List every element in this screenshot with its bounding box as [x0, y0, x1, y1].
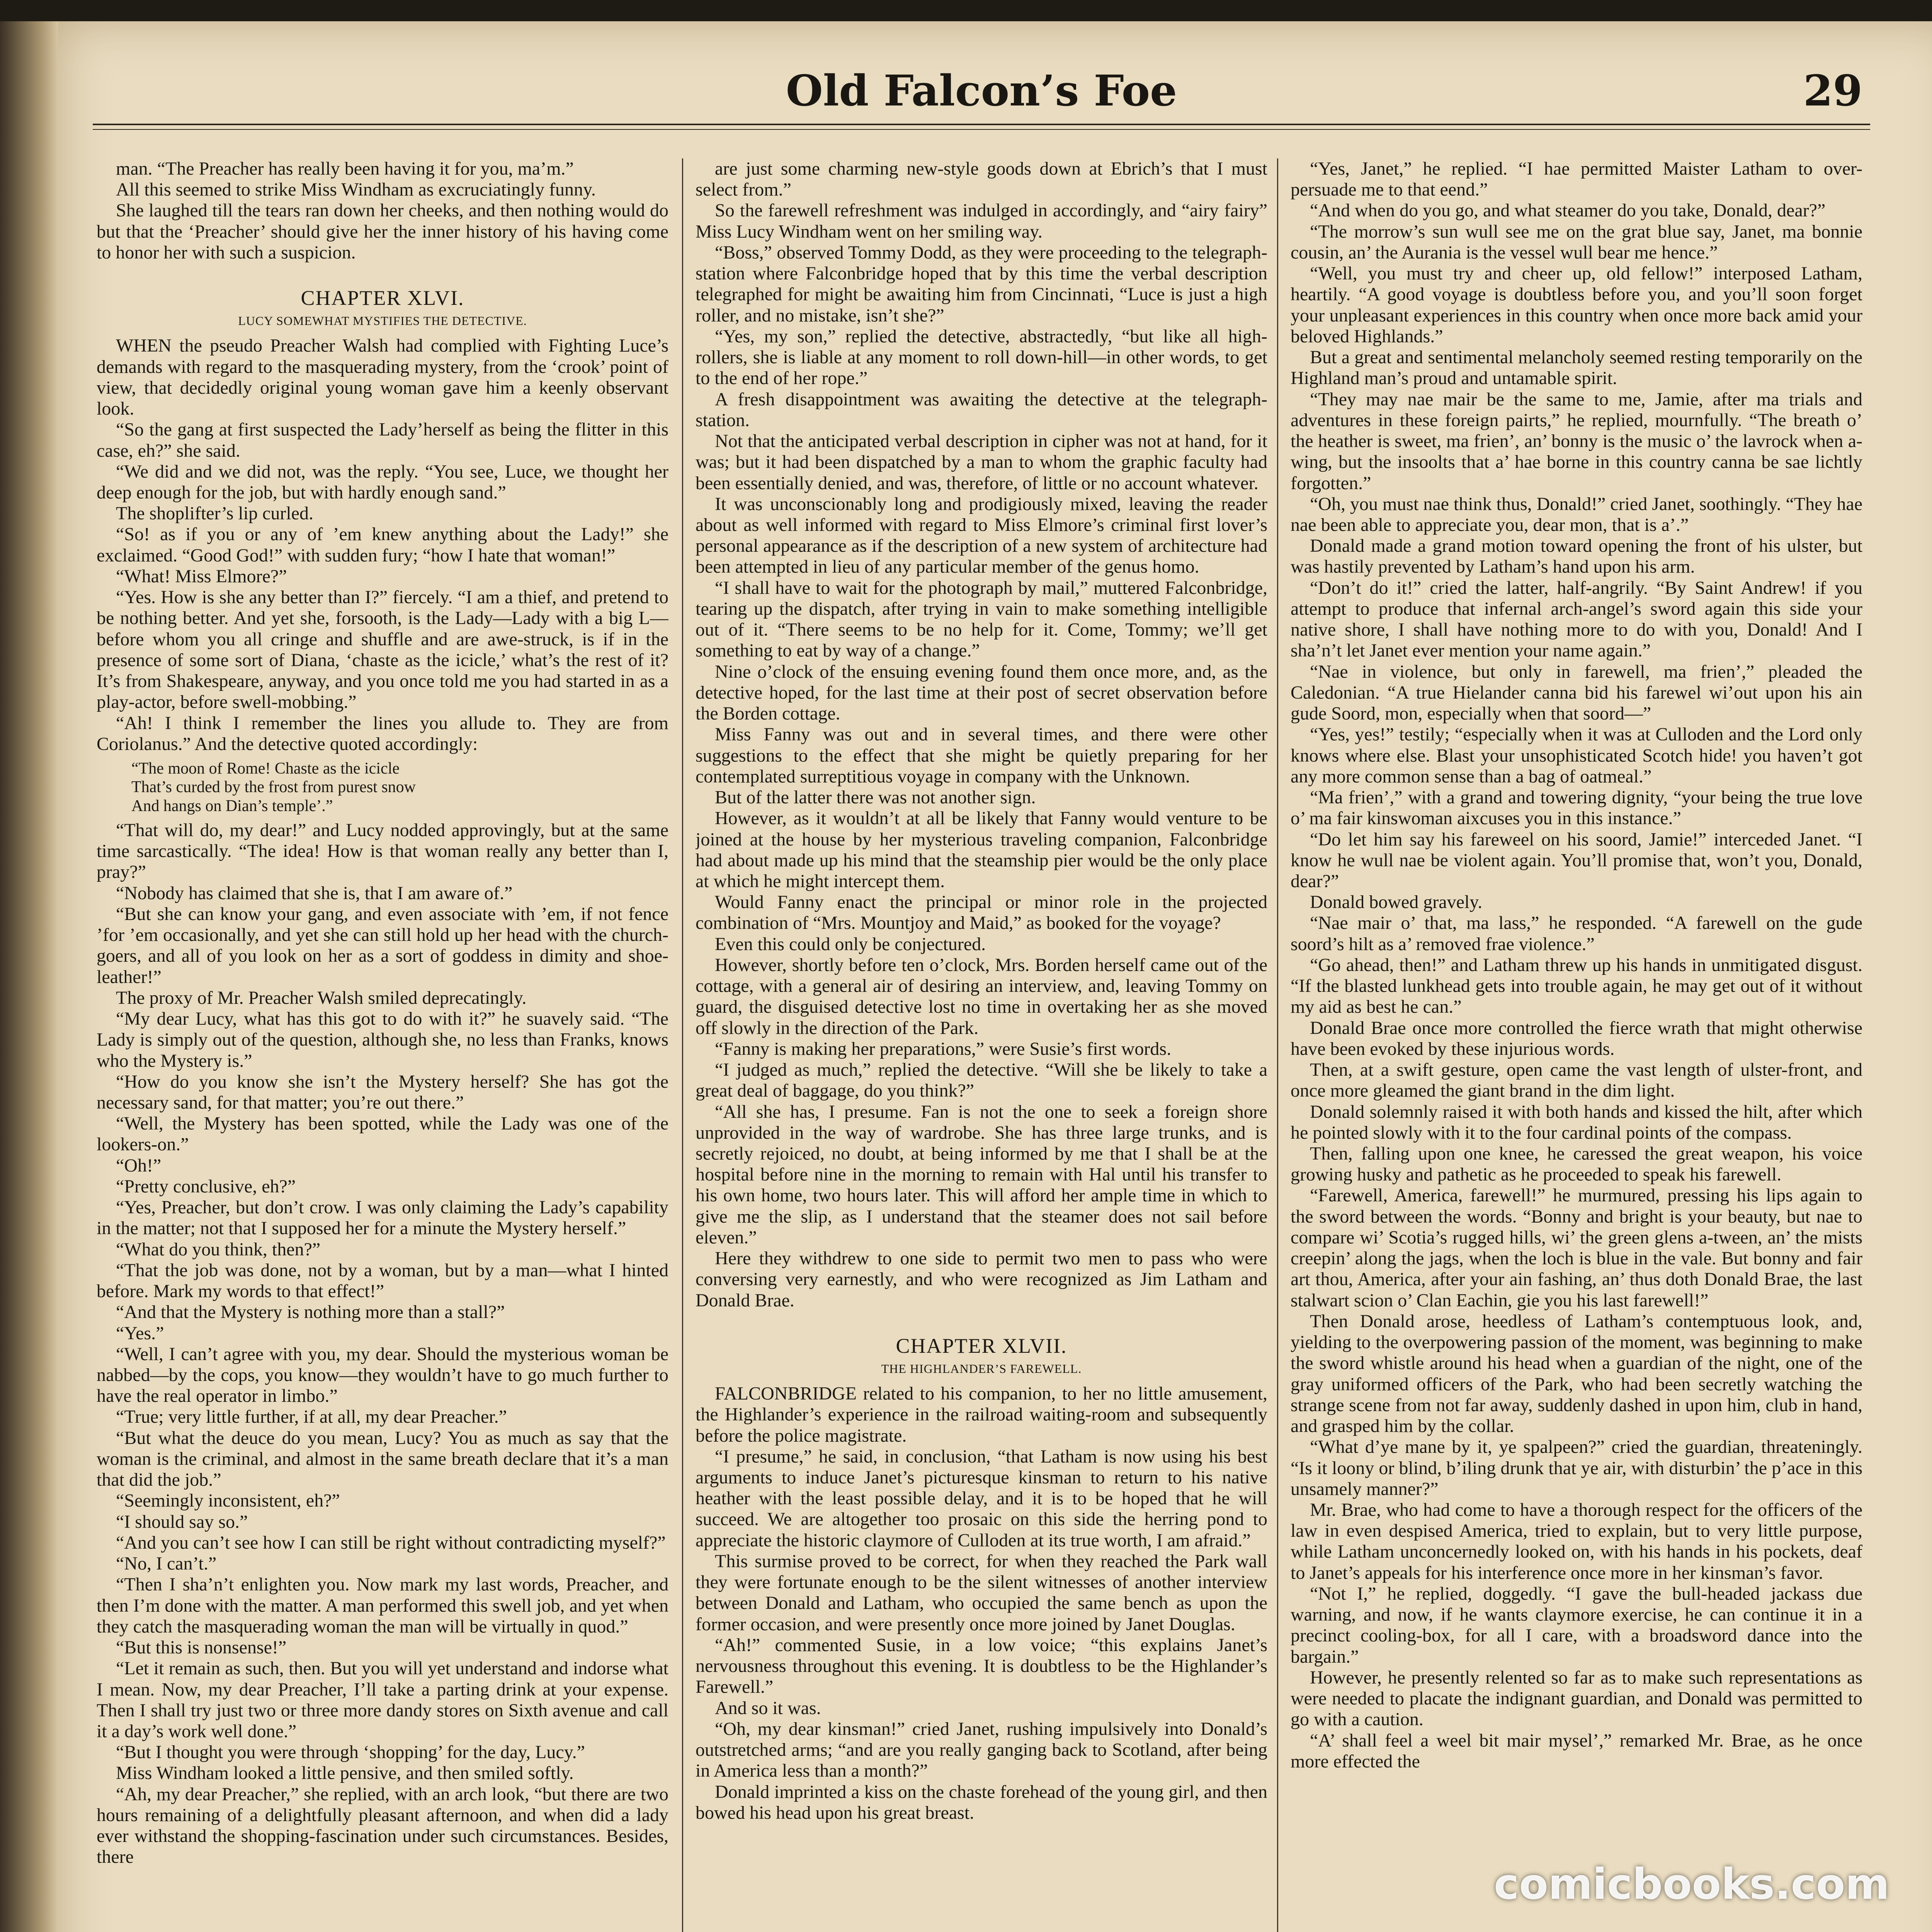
paragraph: “Go ahead, then!” and Latham threw up his hands in unmitigated disgust. “If the blasted lunkhead gets into trouble again, he may get out of it without my aid as best he can.” [1291, 954, 1862, 1017]
paragraph: “Nobody has claimed that she is, that I am aware of.” [116, 883, 513, 903]
paragraph: Nine o’clock of the ensuing evening found them once more, and, as the detective hoped, for the last time at their post of secret observation before the Borden cottage. [696, 661, 1267, 724]
paragraph: Mr. Brae, who had come to have a thorough respect for the officers of the law in even despised America, tried to explain, but to very little purpose, while Latham unconcernedly looked on, with his hands in his pockets, deaf to Janet’s appeals for his interference once more in her kinsman’s favor. [1291, 1500, 1862, 1583]
paragraph: “Then I sha’n’t enlighten you. Now mark my last words, Preacher, and then I’m done with the matter. A man performed this swell job, and yet when they catch the masquerading woman the man will be virtually in quod.” [97, 1574, 668, 1637]
text-column-2 [696, 158, 1267, 1932]
paragraph: “Do let him say his fareweel on his soord, Jamie!” interceded Janet. “I know he wull nae be violent again. You’ll promise that, won’t you, Donald, dear?” [1291, 829, 1862, 891]
paragraph: Donald imprinted a kiss on the chaste forehead of the young girl, and then bowed his head upon his great breast. [696, 1781, 1267, 1823]
paragraph: “A’ shall feel a weel bit mair mysel’,” remarked Mr. Brae, as he once more effected the [1291, 1730, 1862, 1772]
verse-line: “The moon of Rome! Chaste as the icicle [131, 760, 400, 778]
chapter-subtitle: LUCY SOMEWHAT MYSTIFIES THE DETECTIVE. [238, 314, 527, 328]
paragraph: “Yes.” [116, 1323, 164, 1344]
chapter-title: CHAPTER XLVII. [896, 1334, 1067, 1357]
running-title: Old Falcon’s Foe [786, 66, 1177, 116]
paragraph: Then, falling upon one knee, he caressed the great weapon, his voice growing husky and pathetic as he proceeded to speak his farewell. [1291, 1143, 1862, 1185]
paragraph: “That will do, my dear!” and Lucy nodded approvingly, but at the same time sarcastically. “The idea! How is that woman really any better than I, pray?” [97, 820, 668, 883]
paragraph: The proxy of Mr. Preacher Walsh smiled deprecatingly. [116, 987, 527, 1008]
paragraph: This surmise proved to be correct, for when they reached the Park wall they were fortunate enough to be the silent witnesses of another interview between Donald and Latham, who occupied the same bench as upon the former occasion, and were presently once more joined by Janet Douglas. [696, 1551, 1267, 1634]
paragraph: “But she can know your gang, and even associate with ’em, if not fence ’for ’em occasionally, and yet she can still hold up her head with the church-goers, and all of you look on her as a sort of goddess in dimity and shoe-leather!” [97, 903, 668, 987]
paragraph: “Oh, you must nae think thus, Donald!” cried Janet, soothingly. “They hae nae been able to appreciate you, dear mon, that is a’.” [1291, 493, 1862, 535]
paragraph: “What! Miss Elmore?” [116, 566, 287, 587]
page-header [93, 58, 1870, 135]
paragraph: “Boss,” observed Tommy Dodd, as they were proceeding to the telegraph-station where Falconbridge hoped that by this time the verbal description telegraphed for might be awaiting him from Cincinnati, “Luce is just a high roller, and no mistake, isn’t she?” [696, 242, 1267, 326]
paragraph: Here they withdrew to one side to permit two men to pass who were conversing very earnestly, and who were recognized as Jim Latham and Donald Brae. [696, 1248, 1267, 1311]
paragraph: “Nae mair o’ that, ma lass,” he responded. “A farewell on the gude soord’s hilt as a’ removed frae violence.” [1291, 913, 1862, 954]
paragraph: “Well, you must try and cheer up, old fellow!” interposed Latham, heartily. “A good voyage is doubtless before you, and you’ll soon forget your unpleasant experiences in this country when once more back amid your beloved Highlands.” [1291, 263, 1862, 347]
paragraph: Not that the anticipated verbal description in cipher was not at hand, for it was; but it had been dispatched by a man to whom the graphic faculty had been essentially denied, and was, therefore, of little or no account whatever. [696, 431, 1267, 493]
paragraph: “Seemingly inconsistent, eh?” [116, 1490, 340, 1511]
paragraph: It was unconscionably long and prodigiously mixed, leaving the reader about as well informed with regard to Miss Elmore’s criminal first lover’s personal appearance as if the description of a new system of architecture had been attempted in lieu of any particular member of the genus homo. [696, 493, 1267, 577]
header-rule [93, 124, 1870, 130]
paragraph: “We did and we did not, was the reply. “You see, Luce, we thought her deep enough for the job, but with hardly enough sand.” [97, 461, 668, 503]
paragraph: “I judged as much,” replied the detective. “Will she be likely to take a great deal of baggage, do you think?” [696, 1060, 1267, 1101]
paragraph: “True; very little further, if at all, my dear Preacher.” [116, 1406, 507, 1427]
paragraph: Miss Windham looked a little pensive, and then smiled softly. [116, 1763, 574, 1784]
paragraph: “Oh, my dear kinsman!” cried Janet, rushing impulsively into Donald’s outstretched arms; “and are you really ganging back to Scotland, after being in America less than a month?” [696, 1718, 1267, 1781]
paragraph: “No, I can’t.” [116, 1553, 217, 1574]
paragraph: However, shortly before ten o’clock, Mrs. Borden herself came out of the cottage, with a general air of desiring an interview, and, leaving Tommy on guard, the disguised detective lost no time in overtaking her as she moved off slowly in the direction of the Park. [696, 954, 1267, 1038]
column-rule [682, 158, 683, 1932]
paragraph: “Ah! I think I remember the lines you allude to. They are from Coriolanus.” And the detective quoted accordingly: [97, 713, 668, 754]
paragraph: Then, at a swift gesture, open came the vast length of ulster-front, and once more gleamed the giant brand in the dim light. [1291, 1060, 1862, 1101]
paragraph: “And when do you go, and what steamer do you take, Donald, dear?” [1310, 200, 1826, 221]
verse-quote [131, 759, 668, 815]
paragraph: A fresh disappointment was awaiting the detective at the telegraph-station. [696, 389, 1267, 430]
paragraph: Even this could only be conjectured. [715, 934, 986, 954]
paragraph: However, he presently relented so far as to make such representations as were needed to placate the indignant guardian, and Donald was permitted to go with a caution. [1291, 1667, 1862, 1730]
paragraph: “What do you think, then?” [116, 1239, 321, 1260]
paragraph: So the farewell refreshment was indulged in accordingly, and “airy fairy” Miss Lucy Windham went on her smiling way. [696, 200, 1267, 242]
paragraph: “Don’t do it!” cried the latter, half-angrily. “By Saint Andrew! if you attempt to produce that infernal arch-angel’s sword again this side your native shore, I shall have nothing more to do with you, Donald! And I sha’n’t let Janet ever mention your name again.” [1291, 577, 1862, 661]
paragraph: “Ma frien’,” with a grand and towering dignity, “your being the true love o’ ma fair kinswoman aixcuses you in this instance.” [1291, 787, 1862, 829]
paragraph: Miss Fanny was out and in several times, and there were other suggestions to the effect that she might be quietly preparing for her contemplated surreptitious voyage in company with the Unknown. [696, 724, 1267, 787]
text-column-1 [97, 158, 668, 1932]
paragraph: man. “The Preacher has really been having it for you, ma’m.” [116, 158, 574, 179]
paragraph: She laughed till the tears ran down her cheeks, and then nothing would do but that the ‘Preacher’ should give her the inner history of his having come to honor her with such a suspicion. [97, 200, 668, 263]
paragraph: FALCONBRIDGE related to his companion, to her no little amusement, the Highlander’s experience in the railroad waiting-room and subsequently before the police magistrate. [696, 1383, 1267, 1446]
paragraph: Then Donald arose, heedless of Latham’s contemptuous look, and, yielding to the overpowering passion of the moment, was beginning to make the sword whistle around his head when a guardian of the night, one of the gray uniformed officers of the Park, who had been secretly watching the strange scene from not far away, suddenly dashed in upon him, club in hand, and grasped him by the collar. [1291, 1311, 1862, 1437]
paragraph: “The morrow’s sun wull see me on the grat blue say, Janet, ma bonnie cousin, an’ the Aurania is the vessel wull bear me hence.” [1291, 221, 1862, 263]
paragraph: “Yes, yes!” testily; “especially when it was at Culloden and the Lord only knows where else. Blast your unsophisticated Scotch hide! you haven’t got any more common sense than a bag of oatmeal.” [1291, 724, 1862, 787]
paragraph: “Let it remain as such, then. But you will yet understand and indorse what I mean. Now, my dear Preacher, I’ll take a parting drink at your expense. Then I shall try just two or three more dandy stores on Sixth avenue and call it a day’s work well done.” [97, 1658, 668, 1742]
paragraph: are just some charming new-style goods down at Ebrich’s that I must select from.” [696, 158, 1267, 200]
paragraph: “Yes, Janet,” he replied. “I hae permitted Maister Latham to over-persuade me to that eend.” [1291, 158, 1862, 200]
paragraph: “What d’ye mane by it, ye spalpeen?” cried the guardian, threateningly. “Is it loony or blind, b’iling drunk that ye air, with disturbin’ the p’ace in this unsamely manner?” [1291, 1437, 1862, 1499]
paragraph: “Not I,” he replied, doggedly. “I gave the bull-headed jackass due warning, and now, if he wants claymore exercise, he can continue it in a precinct cooling-box, for all I care, with a broadsword dance into the bargain.” [1291, 1583, 1862, 1667]
paragraph: “All she has, I presume. Fan is not the one to seek a foreign shore unprovided in the way of wardrobe. She has three large trunks, and is secretly rejoiced, no doubt, at being informed by me that I shall be at the hospital before nine in the morning to remain with Hal until his transfer to his own home, two hours later. This will afford her ample time in which to give me the slip, as I understand that the steamer does not sail before eleven.” [696, 1101, 1267, 1248]
paragraph: Would Fanny enact the principal or minor role in the projected combination of “Mrs. Mountjoy and Maid,” as booked for the voyage? [696, 892, 1267, 934]
paragraph: “I should say so.” [116, 1511, 248, 1532]
paragraph: “That the job was done, not by a woman, but by a man—what I hinted before. Mark my words to that effect!” [97, 1260, 668, 1302]
paragraph: “My dear Lucy, what has this got to do with it?” he suavely said. “The Lady is simply out of the question, although she, no less than Franks, knows who the Mystery is.” [97, 1009, 668, 1071]
text-column-3 [1291, 158, 1862, 1932]
paragraph: Donald made a grand motion toward opening the front of his ulster, but was hastily prevented by Latham’s hand upon his arm. [1291, 536, 1862, 577]
paragraph: “So the gang at first suspected the Lady’herself as being the flitter in this case, eh?” she said. [97, 419, 668, 461]
paragraph: “How do you know she isn’t the Mystery herself? She has got the necessary sand, for that matter; you’re out there.” [97, 1071, 668, 1113]
paragraph: “I presume,” he said, in conclusion, “that Latham is now using his best arguments to induce Janet’s picturesque kinsman to return to his native heather with the least possible delay, and it is to be hoped that he will succeed. We are altogether too prosaic on this side the herring pond to appreciate the historic claymore of Culloden at its true worth, I am afraid.” [696, 1446, 1267, 1551]
chapter-title: CHAPTER XLVI. [301, 286, 464, 310]
paragraph: All this seemed to strike Miss Windham as excruciatingly funny. [116, 179, 596, 200]
paragraph: But of the latter there was not another sign. [715, 787, 1036, 808]
paragraph: “Well, the Mystery has been spotted, while the Lady was one of the lookers-on.” [97, 1113, 668, 1155]
watermark: comicbooks.com [1494, 1859, 1889, 1909]
paragraph: “Ah, my dear Preacher,” she replied, with an arch look, “but there are two hours remaining of a delightfully pleasant afternoon, and when did a lady ever withstand the shopping-fascination under such circumstances. Besides, there [97, 1784, 668, 1867]
page-spine [0, 21, 58, 1932]
column-rule [1277, 158, 1278, 1932]
page-number: 29 [1803, 66, 1862, 116]
chapter-subtitle: THE HIGHLANDER’S FAREWELL. [881, 1361, 1082, 1376]
paragraph: “Nae in violence, but only in farewell, ma frien’,” pleaded the Caledonian. “A true Hielander canna bid his farewel wi’out upon his ain gude Soord, mon, especially when that soord—” [1291, 661, 1862, 724]
paragraph: However, as it wouldn’t at all be likely that Fanny would venture to be joined at the house by her mysterious traveling companion, Falconbridge had about made up his mind that the steamship pier would be the only place at which he might intercept them. [696, 808, 1267, 891]
paragraph: “But this is nonsense!” [116, 1637, 287, 1658]
paragraph: WHEN the pseudo Preacher Walsh had complied with Fighting Luce’s demands with regard to the masquerading mystery, from the ‘crook’ point of view, that decidedly original young woman gave him a keenly observant look. [97, 335, 668, 419]
paragraph: “I shall have to wait for the photograph by mail,” muttered Falconbridge, tearing up the dispatch, after trying in vain to make something intelligible out of it. “There seems to be no help for it. Come, Tommy; we’ll get something to eat by way of a change.” [696, 577, 1267, 661]
verse-line: And hangs on Dian’s temple’.” [131, 797, 333, 815]
paragraph: “They may nae mair be the same to me, Jamie, after ma trials and adventures in these foreign pairts,” he replied, mournfully. “The breath o’ the heather is sweet, ma frien’, an’ bonny is the music o’ the lavrock when a-wing, but the insoolts that a’ hae borne in this country canna be sae lichtly forgotten.” [1291, 389, 1862, 493]
paragraph: “Ah!” commented Susie, in a low voice; “this explains Janet’s nervousness throughout this evening. It is doubtless to be the Highlander’s Farewell.” [696, 1634, 1267, 1697]
paragraph: The shoplifter’s lip curled. [116, 503, 313, 524]
paragraph: “Fanny is making her preparations,” were Susie’s first words. [715, 1038, 1172, 1059]
paragraph: “But what the deuce do you mean, Lucy? You as much as say that the woman is the criminal, and almost in the same breath declare that it’s a man that did the job.” [97, 1427, 668, 1490]
paragraph: But a great and sentimental melancholy seemed resting temporarily on the Highland man’s proud and untamable spirit. [1291, 347, 1862, 389]
paragraph: Donald Brae once more controlled the fierce wrath that might otherwise have been evoked by these injurious words. [1291, 1017, 1862, 1059]
paragraph: “Farewell, America, farewell!” he murmured, pressing his lips again to the sword between the words. “Bonny and bright is your beauty, but nae to compare wi’ Scotia’s rugged hills, wi’ the green glens a-tween, an’ the mists creepin’ along the jags, when the loch is blue in the vale. But bonny and fair art thou, America, after your ain fashing, an’ thus doth Donald Brae, the last stalwart scion o’ Clan Eachin, gie you his last farewell!” [1291, 1185, 1862, 1311]
paragraph: “Well, I can’t agree with you, my dear. Should the mysterious woman be nabbed—by the cops, you know—they wouldn’t have to go much further to have the real operator in limbo.” [97, 1344, 668, 1406]
paragraph: “Yes. How is she any better than I?” fiercely. “I am a thief, and pretend to be nothing better. And yet she, forsooth, is the Lady—Lady with a big L—before whom you all cringe and shuffle and are awe-struck, is if in the presence of some sort of Diana, ‘chaste as the icicle,’ what’s the rest of it? It’s from Shakespeare, anyway, and you once told me you had started in as a play-actor, before swell-mobbing.” [97, 587, 668, 713]
paragraph: “Oh!” [116, 1155, 162, 1176]
paragraph: “Yes, Preacher, but don’t crow. I was only claiming the Lady’s capability in the matter; not that I supposed her for a minute the Mystery herself.” [97, 1197, 668, 1239]
verse-line: That’s curded by the frost from purest snow [131, 778, 416, 796]
paragraph: “And you can’t see how I can still be right without contradicting myself?” [116, 1532, 666, 1553]
paragraph: Donald bowed gravely. [1310, 892, 1483, 913]
paragraph: “Pretty conclusive, eh?” [116, 1176, 296, 1197]
paragraph: “So! as if you or any of ’em knew anything about the Lady!” she exclaimed. “Good God!” with sudden fury; “how I hate that woman!” [97, 524, 668, 566]
paragraph: “But I thought you were through ‘shopping’ for the day, Lucy.” [116, 1742, 585, 1763]
paragraph: And so it was. [715, 1697, 821, 1718]
paragraph: Donald solemnly raised it with both hands and kissed the hilt, after which he pointed slowly with it to the four cardinal points of the compass. [1291, 1101, 1862, 1143]
paragraph: “Yes, my son,” replied the detective, abstractedly, “but like all high-rollers, she is liable at any moment to roll down-hill—in other words, to get to the end of her rope.” [696, 326, 1267, 389]
paragraph: “And that the Mystery is nothing more than a stall?” [116, 1302, 505, 1323]
